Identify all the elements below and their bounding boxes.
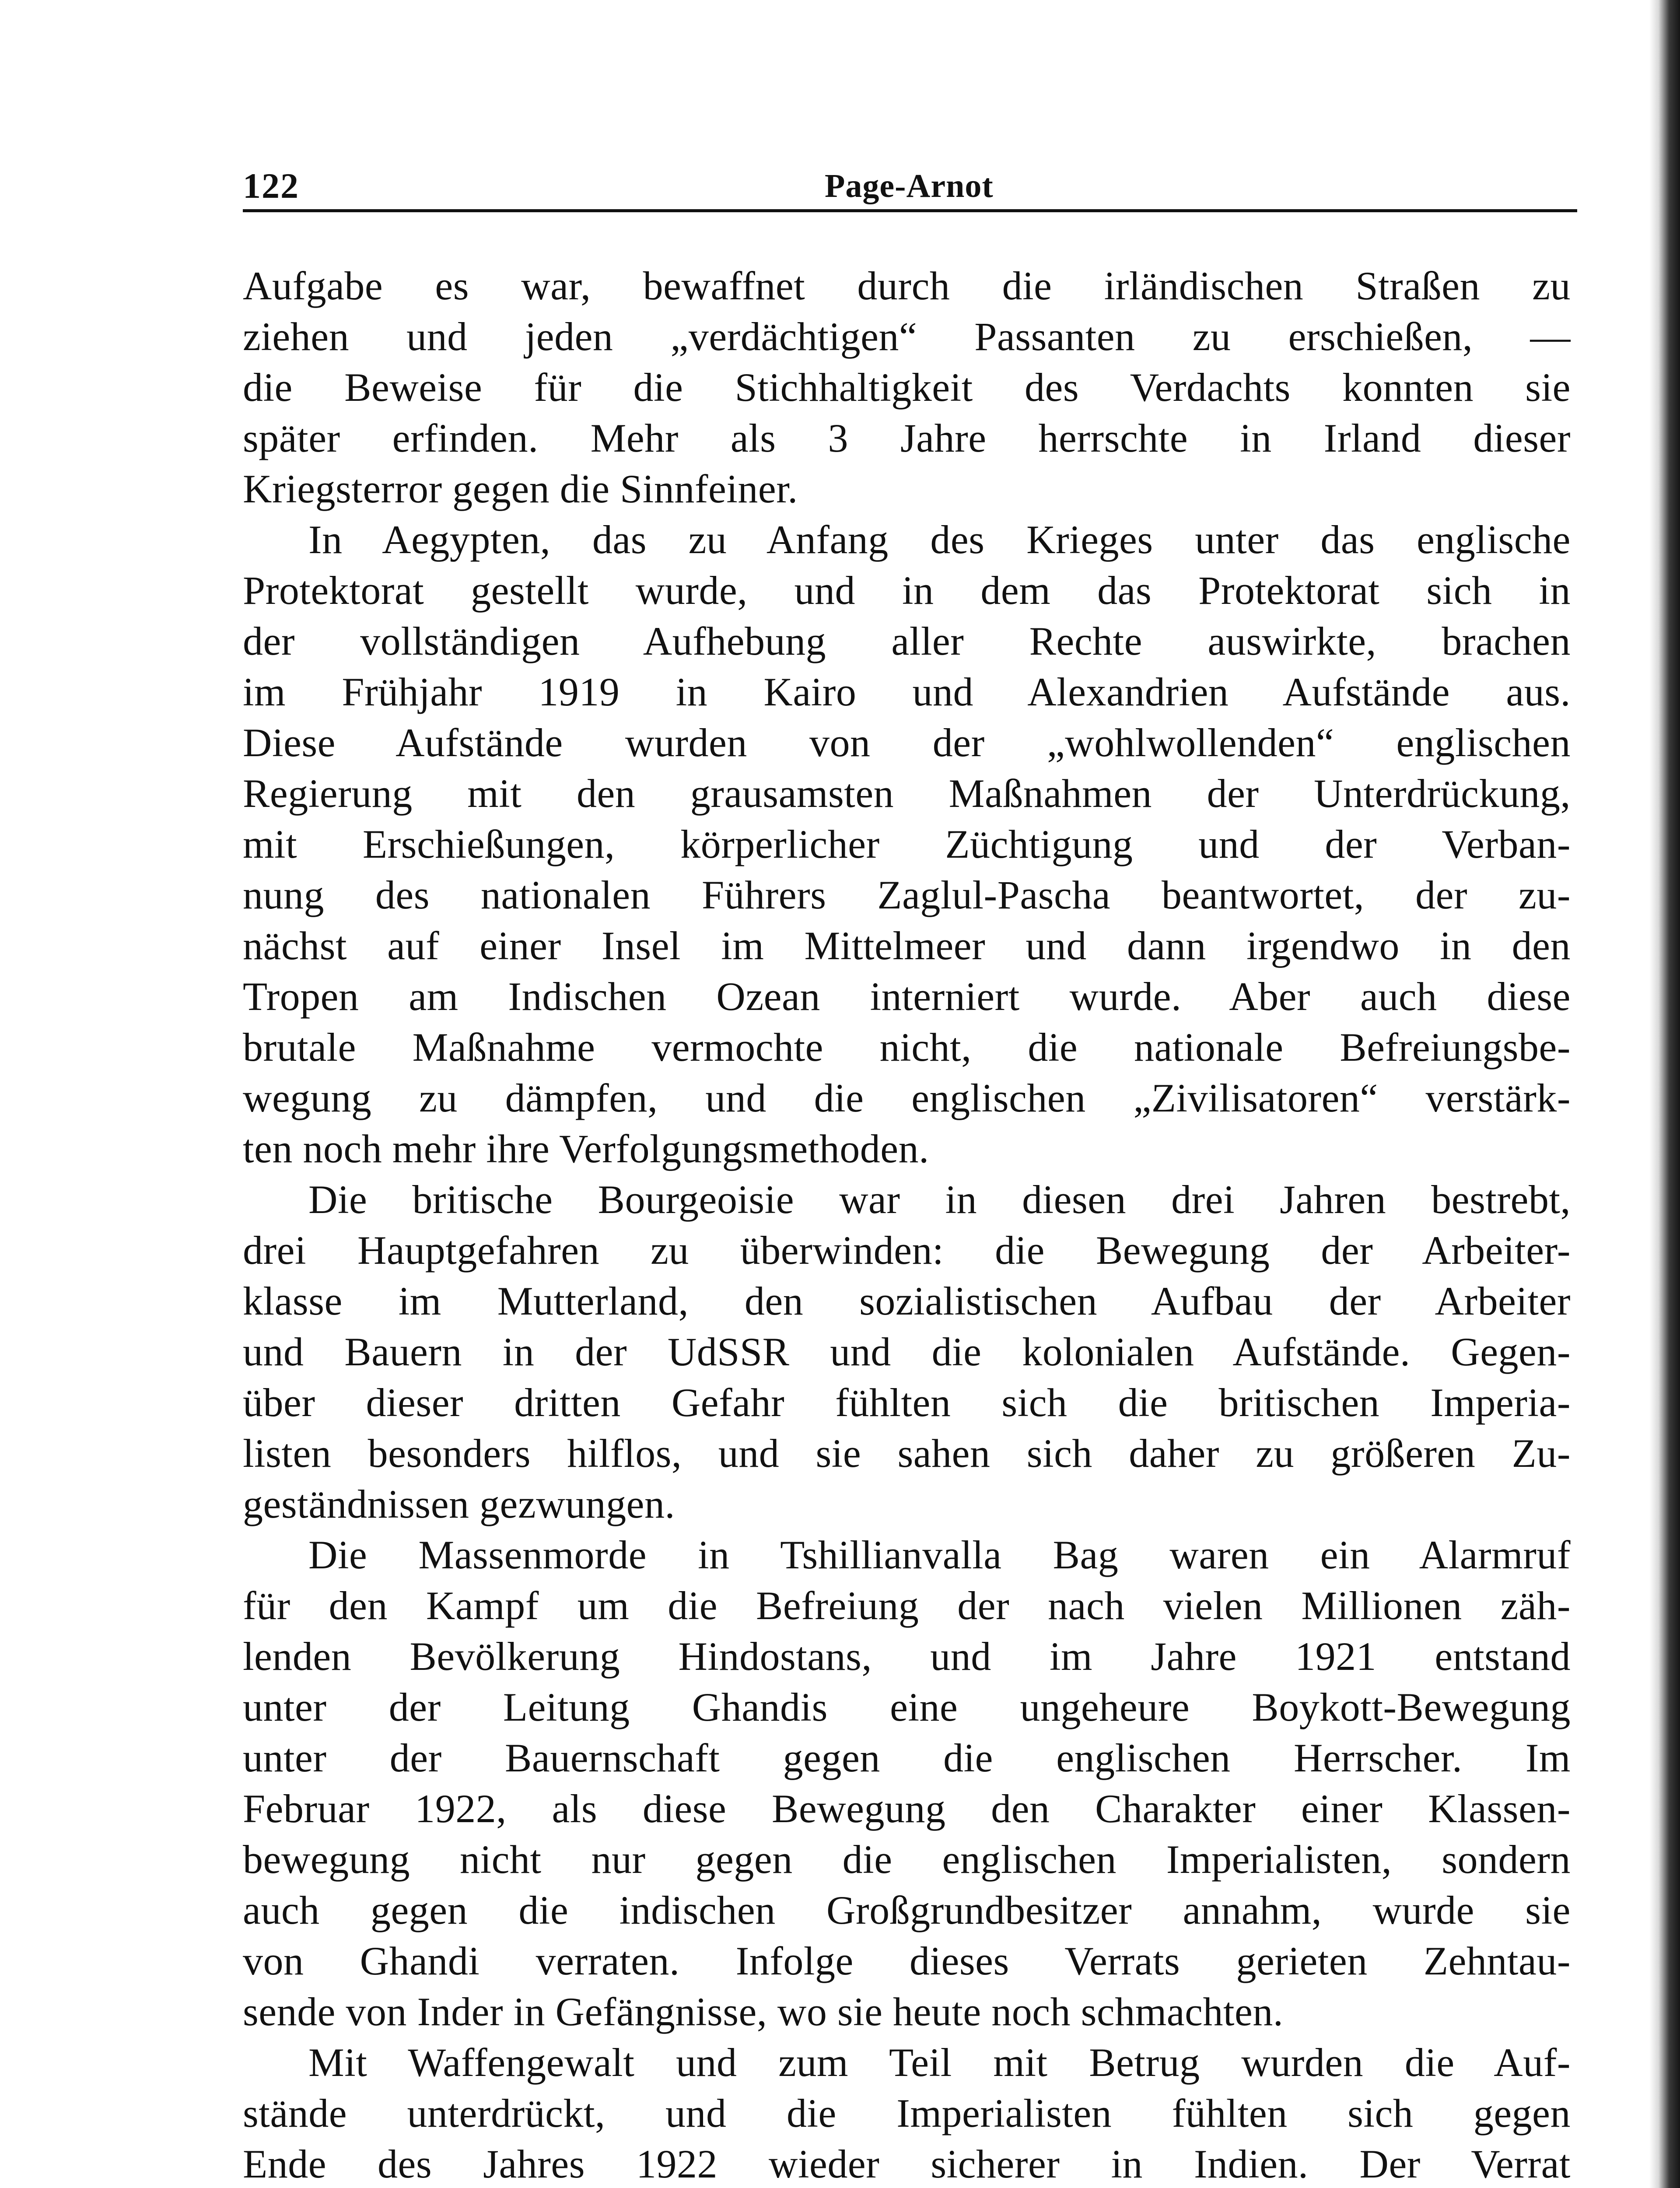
text-line: ziehen und jeden „verdächtigen“ Passanten zu erschießen, —	[243, 314, 1571, 359]
text-line: Die Massenmorde in Tshillianvalla Bag waren ein Alarmruf	[308, 1532, 1571, 1577]
page-number: 122	[243, 166, 299, 206]
text-line: drei Hauptgefahren zu überwinden: die Bewegung der Arbeiter-	[243, 1228, 1571, 1273]
text-line: ten noch mehr ihre Verfolgungsmethoden.	[243, 1126, 929, 1171]
text-line: Die britische Bourgeoisie war in diesen drei Jahren bestrebt,	[308, 1177, 1571, 1222]
header-rule	[243, 209, 1577, 212]
text-line: listen besonders hilflos, und sie sahen sich daher zu größeren Zu-	[243, 1431, 1571, 1476]
text-line: Mit Waffengewalt und zum Teil mit Betrug wurden die Auf-	[308, 2040, 1571, 2085]
text-line: die Beweise für die Stichhaltigkeit des Verdachts konnten sie	[243, 365, 1571, 410]
text-line: über dieser dritten Gefahr fühlten sich die britischen Imperia-	[243, 1380, 1571, 1425]
text-line: stände unterdrückt, und die Imperialisten fühlten sich gegen	[243, 2091, 1571, 2135]
text-line: mit Erschießungen, körperlicher Züchtigung und der Verban-	[243, 822, 1571, 866]
text-line: unter der Leitung Ghandis eine ungeheure Boykott-Bewegung	[243, 1685, 1571, 1729]
text-line: Diese Aufstände wurden von der „wohlwollenden“ englischen	[243, 720, 1571, 765]
text-line: brutale Maßnahme vermochte nicht, die nationale Befreiungsbe-	[243, 1025, 1571, 1069]
text-line: Tropen am Indischen Ozean interniert wurde. Aber auch diese	[243, 974, 1571, 1019]
page-edge-shadow	[1649, 0, 1680, 2188]
text-line: der vollständigen Aufhebung aller Rechte auswirkte, brachen	[243, 619, 1571, 663]
running-head	[243, 158, 1582, 214]
text-line: auch gegen die indischen Großgrundbesitzer annahm, wurde sie	[243, 1888, 1571, 1932]
text-line: In Aegypten, das zu Anfang des Krieges unter das englische	[308, 517, 1571, 562]
text-line: im Frühjahr 1919 in Kairo und Alexandrien Aufstände aus.	[243, 670, 1571, 714]
running-title: Page-Arnot	[825, 168, 994, 204]
text-line: Ende des Jahres 1922 wieder sicherer in Indien. Der Verrat	[243, 2142, 1571, 2186]
text-line: Aufgabe es war, bewaffnet durch die irländischen Straßen zu	[243, 263, 1571, 308]
text-line: für den Kampf um die Befreiung der nach vielen Millionen zäh-	[243, 1583, 1571, 1628]
text-line: klasse im Mutterland, den sozialistischen Aufbau der Arbeiter	[243, 1279, 1571, 1323]
text-line: unter der Bauernschaft gegen die englischen Herrscher. Im	[243, 1736, 1571, 1780]
text-line: Regierung mit den grausamsten Maßnahmen der Unterdrückung,	[243, 771, 1571, 816]
text-line: und Bauern in der UdSSR und die kolonialen Aufstände. Gegen-	[243, 1329, 1571, 1374]
text-line: bewegung nicht nur gegen die englischen Imperialisten, sondern	[243, 1837, 1571, 1882]
text-line: nung des nationalen Führers Zaglul-Pascha beantwortet, der zu-	[243, 873, 1571, 917]
body-text	[243, 260, 1571, 2188]
text-line: geständnissen gezwungen.	[243, 1482, 675, 1526]
text-line: nächst auf einer Insel im Mittelmeer und dann irgendwo in den	[243, 923, 1571, 968]
text-line: später erfinden. Mehr als 3 Jahre herrschte in Irland dieser	[243, 416, 1571, 460]
text-line: sende von Inder in Gefängnisse, wo sie heute noch schmachten.	[243, 1989, 1284, 2034]
text-line: Protektorat gestellt wurde, und in dem das Protektorat sich in	[243, 568, 1571, 613]
text-line: von Ghandi verraten. Infolge dieses Verrats gerieten Zehntau-	[243, 1939, 1571, 1983]
text-line: wegung zu dämpfen, und die englischen „Zivilisatoren“ verstärk-	[243, 1076, 1571, 1120]
text-line: lenden Bevölkerung Hindostans, und im Jahre 1921 entstand	[243, 1634, 1571, 1679]
text-line: Februar 1922, als diese Bewegung den Charakter einer Klassen-	[243, 1786, 1571, 1831]
text-line: Kriegsterror gegen die Sinnfeiner.	[243, 466, 798, 511]
